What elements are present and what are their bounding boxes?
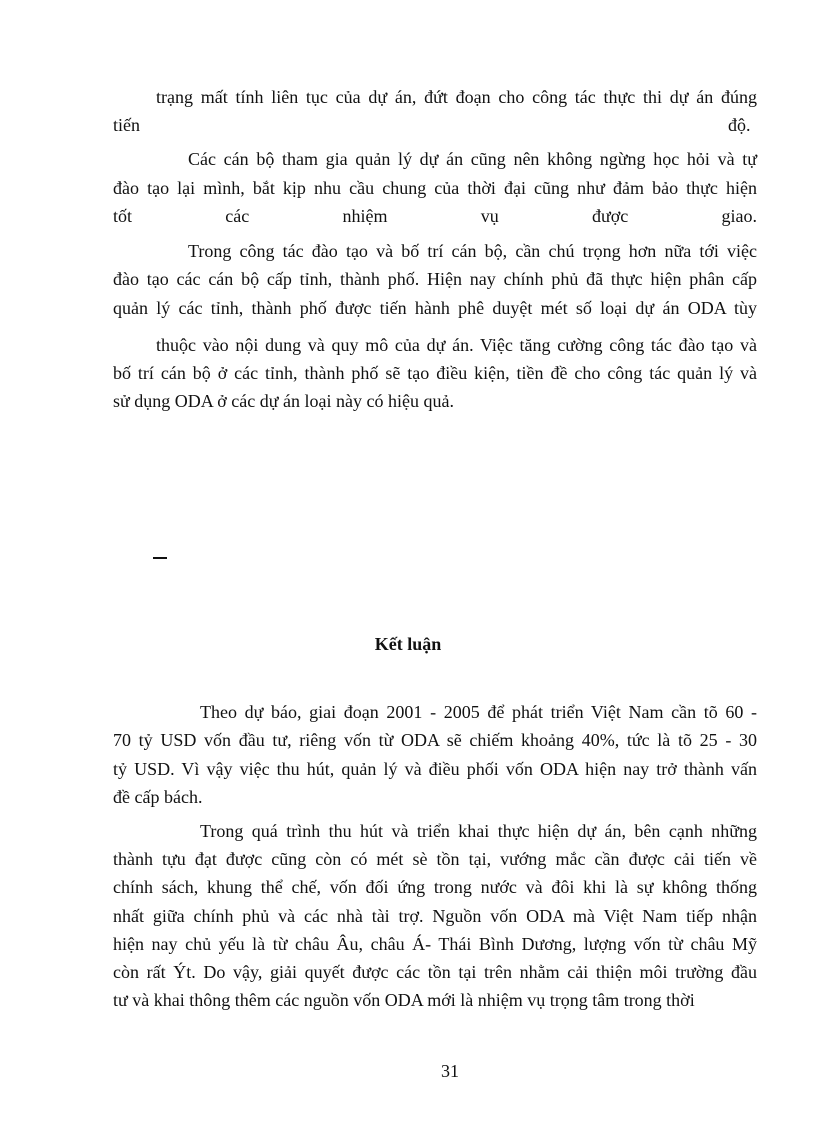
paragraph-line: chính sách, khung thể chế, vốn đối ứng trong nước và đôi khi là sự không thống [113, 877, 757, 897]
paragraph-line: thuộc vào nội dung và quy mô của dự án. Việc tăng cường công tác đào tạo và [156, 335, 757, 355]
paragraph-line: độ. [728, 115, 751, 135]
paragraph-line: đề cấp bách. [113, 787, 203, 807]
paragraph-line: nhất giữa chính phủ và các nhà tài trợ. Nguồn vốn ODA mà Việt Nam tiếp nhận [113, 906, 757, 926]
paragraph-line: Theo dự báo, giai đoạn 2001 - 2005 để phát triển Việt Nam cần tõ 60 - [200, 702, 757, 722]
paragraph-line: hiện nay chủ yếu là từ châu Âu, châu Á- Thái Bình Dương, lượng vốn từ châu Mỹ [113, 934, 757, 954]
paragraph-line: Trong quá trình thu hút và triển khai thực hiện dự án, bên cạnh những [200, 821, 757, 841]
dash-mark [153, 557, 167, 559]
paragraph-line: tốt các nhiệm vụ được giao. [113, 206, 757, 226]
paragraph-line: Trong công tác đào tạo và bố trí cán bộ, cần chú trọng hơn nữa tới việc [188, 241, 757, 261]
paragraph-line: đào tạo lại mình, bắt kịp nhu cầu chung của thời đại cũng như đảm bảo thực hiện [113, 178, 757, 198]
paragraph-line: thành tựu đạt được cũng còn có mét sè tồn tại, vướng mắc cần được cải tiến về [113, 849, 757, 869]
paragraph-line: quản lý các tỉnh, thành phố được tiến hành phê duyệt mét số loại dự án ODA tùy [113, 298, 757, 318]
paragraph-line: 70 tỷ USD vốn đầu tư, riêng vốn từ ODA sẽ chiếm khoảng 40%, tức là tõ 25 - 30 [113, 730, 757, 750]
paragraph-line: bố trí cán bộ ở các tỉnh, thành phố sẽ tạo điều kiện, tiền đề cho công tác quản lý và [113, 363, 757, 383]
section-heading: Kết luận [374, 634, 442, 654]
paragraph-line: tiến [113, 115, 140, 135]
paragraph-line: tư và khai thông thêm các nguồn vốn ODA mới là nhiệm vụ trọng tâm trong thời [113, 990, 695, 1010]
page-number: 31 [441, 1061, 459, 1081]
paragraph-line: sử dụng ODA ở các dự án loại này có hiệu quả. [113, 391, 454, 411]
paragraph-line: đào tạo các cán bộ cấp tỉnh, thành phố. Hiện nay chính phủ đã thực hiện phân cấp [113, 269, 757, 289]
paragraph-line: trạng mất tính liên tục của dự án, đứt đoạn cho công tác thực thi dự án đúng [156, 87, 757, 107]
paragraph-line: Các cán bộ tham gia quản lý dự án cũng nên không ngừng học hỏi và tự [188, 149, 757, 169]
paragraph-line: tỷ USD. Vì vậy việc thu hút, quản lý và điều phối vốn ODA hiện nay trở thành vấn [113, 759, 757, 779]
paragraph-line: còn rất Ýt. Do vậy, giải quyết được các tồn tại trên nhằm cải thiện môi trường đầu [113, 962, 757, 982]
